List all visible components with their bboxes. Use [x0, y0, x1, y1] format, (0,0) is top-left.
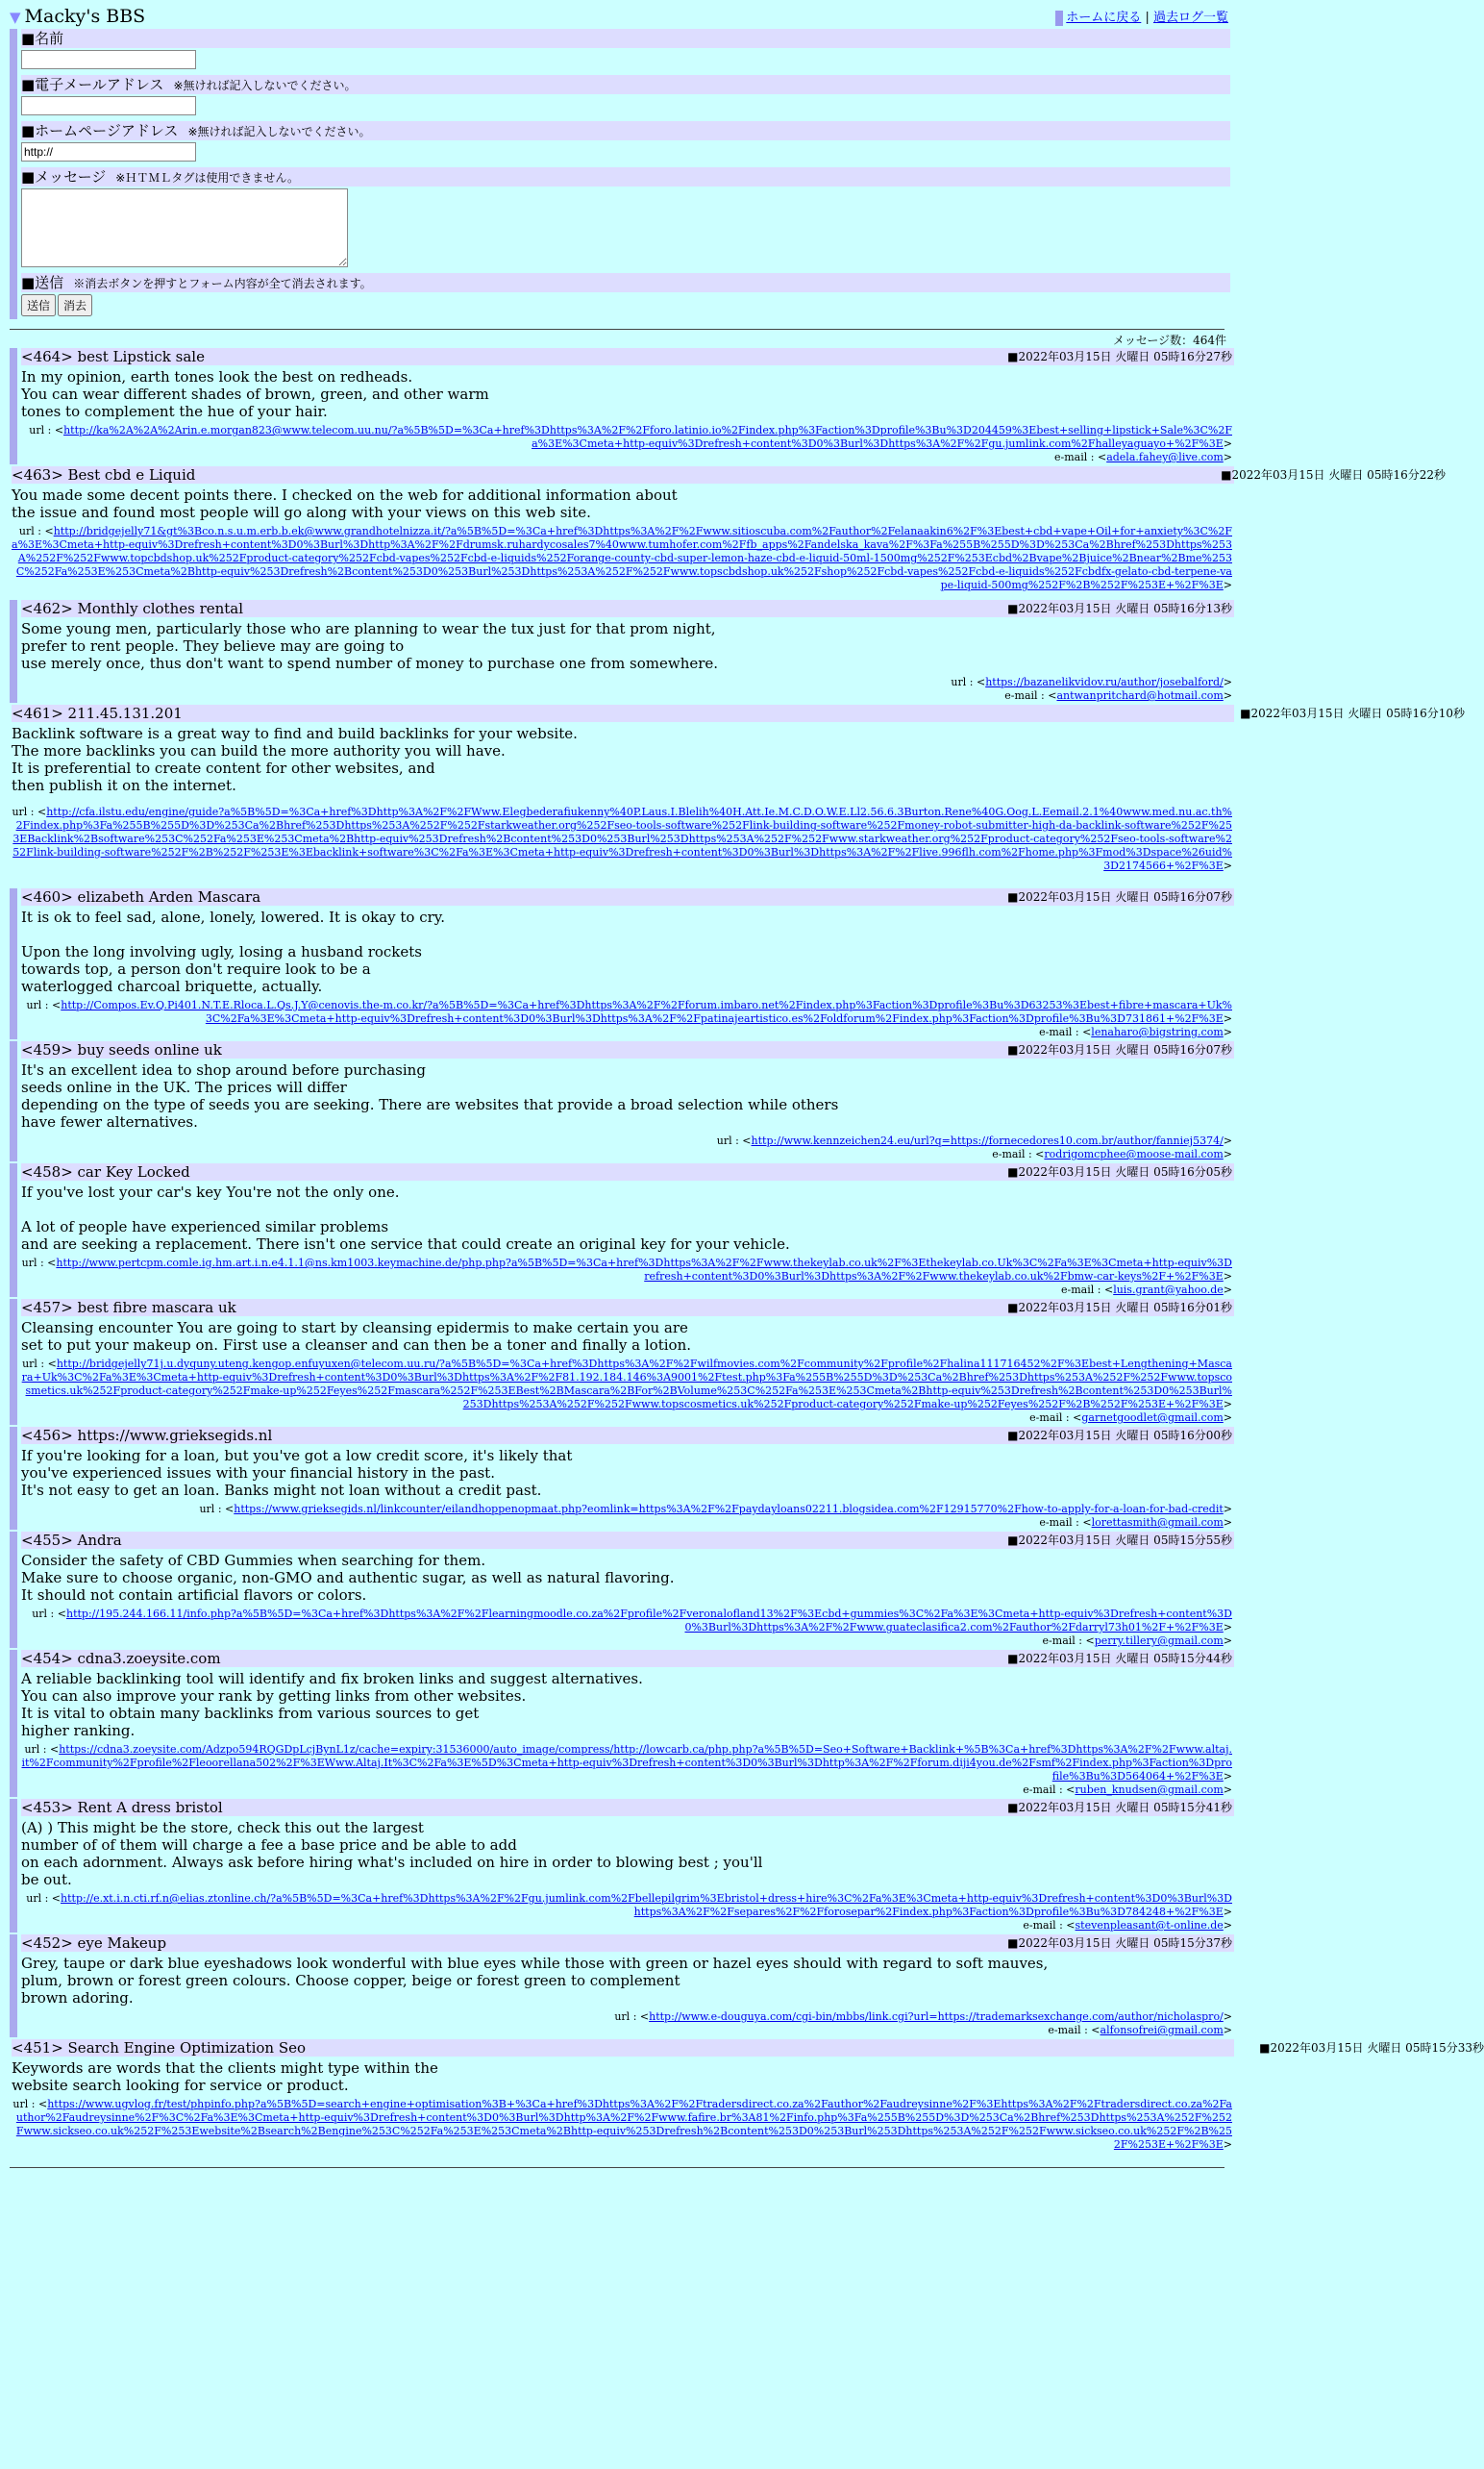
email-label: ■電子メールアドレス: [21, 76, 164, 93]
url-prefix: url : <: [26, 999, 62, 1011]
homepage-input[interactable]: [21, 142, 196, 162]
email-suffix: >: [1223, 2024, 1232, 2036]
post-title: <452> eye Makeup: [21, 1934, 167, 1952]
post-body: It is ok to feel sad, alone, lonely, lowered. It is okay to cry. Upon the long involving ugly, losing a husband rockets towards top, a person don't require look to be a waterlogged charcoal briquette, actually.: [21, 909, 446, 995]
name-input[interactable]: [21, 50, 196, 69]
post-email-link[interactable]: lenaharo@bigstring.com: [1091, 1026, 1224, 1038]
url-prefix: url : <: [32, 1608, 66, 1620]
post-body: Some young men, particularly those who are planning to wear the tux just for that prom night, prefer to rent people. They believe may are going to use merely once, thus don't want to spend number of money to purchase one from somewhere.: [21, 620, 719, 672]
divider: [10, 329, 1224, 330]
message-textarea[interactable]: [21, 188, 348, 267]
post-date: ■2022年03月15日 火曜日 05時16分10秒: [1240, 707, 1465, 720]
post-form: [10, 29, 1230, 319]
url-prefix: url : <: [614, 2010, 650, 2023]
post-date: ■2022年03月15日 火曜日 05時16分07秒: [1007, 1043, 1232, 1057]
post-header: [21, 1934, 1234, 1952]
post-body: Grey, taupe or dark blue eyeshadows look wonderful with blue eyes while those with green or hazel eyes should with regard to soft mauves, plum, brown or forest green colours. Choose copper, beige or forest green to complement brown adoring.: [21, 1955, 1049, 2007]
post-header: [21, 1041, 1234, 1059]
post-url-link[interactable]: http://bridgejelly71&gt%3Bco.n.s.u.m.erb.b.ek@www.grandhotelnizza.it/?a%5B%5D=%3Ca+href%3Dhttps%3A%2F%2Fwww.sitioscuba.com%2Fauthor%2Felanaakin6%2F%3Ebest+cbd+vape+Oil+for+anxiety%3C%2Fa%3E%3Cmeta+http-equiv%3Drefresh+content%3D0%3Burl%3Dhttp%3A%2F%2Fdrumsk.ruhardycosales7%40www.tumhofer.com%2Ffb_apps%2Fandelska_kava%2F%3Fa%255B%255D%3D%253Ca%2Bhref%253Dhttps%253A%252F%252Fwww.topcbdshop.uk%252Fproduct-category%252Fcbd-vapes%252Fcbd-e-liquids%252Forange-county-cbd-super-lemon-haze-cbd-e-liquid-50ml-1500mg%252F%253Ecbd%2Bvape%2Bjuice%2Bnear%2Bme%253C%252Fa%253E%253Cmeta%2Bhttp-equiv%253Drefresh%2Bcontent%253D0%253Burl%253Dhttps%253A%252F%252Fwww.topscbdshop.uk%252Fshop%252Fcbd-vapes%252Fcbd-e-liquids%252Fcbdfx-gelato-cbd-terpene-vape-liquid-500mg%252F%2B%252F%253E+%2F%3E: [12, 525, 1232, 591]
post-url-link[interactable]: https://www.ugvlog.fr/test/phpinfo.php?a%5B%5D=search+engine+optimisation%3B+%3Ca+href%3Dhttps%3A%2F%2Ftradersdirect.co.za%2Fauthor%2Faudreysinne%2F%3Ehttps%3A%2F%2Ftradersdirect.co.za%2Fauthor%2Faudreysinne%2F%3C%2Fa%3E%3Cmeta+http-equiv%3Drefresh+content%3D0%3Burl%3Dhttp%3A%2F%2Fwww.fafire.br%3A81%2Finfo.php%3Fa%255B%255D%3D%253Ca%2Bhref%253Dhttps%253A%252F%252Fwww.sickseo.co.uk%252F%253Ewebsite%2Bsearch%2Bengine%253C%252Fa%253E%253Cmeta%2Bhttp-equiv%253Drefresh%2Bcontent%253D0%253Burl%253Dhttps%253A%252F%252Fwww.sickseo.co.uk%252F%2B%252F%253E+%2F%3E: [15, 2098, 1232, 2151]
post-meta: [21, 2007, 1234, 2037]
post-header: [21, 1650, 1234, 1667]
email-prefix: e-mail : <: [1039, 1516, 1092, 1529]
post-date: ■2022年03月15日 火曜日 05時16分00秒: [1007, 1429, 1232, 1442]
url-prefix: url : <: [716, 1135, 752, 1147]
email-suffix: >: [1223, 1411, 1232, 1424]
post-title: <458> car Key Locked: [21, 1163, 190, 1181]
email-suffix: >: [1223, 689, 1232, 702]
triangle-down-icon: ▼: [10, 9, 21, 26]
submit-button[interactable]: 送信: [21, 294, 56, 316]
home-link[interactable]: ホームに戻る: [1066, 11, 1142, 25]
url-prefix: url : <: [26, 1892, 62, 1905]
post-title: <459> buy seeds online uk: [21, 1041, 222, 1059]
post-date: ■2022年03月15日 火曜日 05時16分13秒: [1007, 602, 1232, 615]
post-meta: [21, 1354, 1234, 1425]
email-prefix: e-mail : <: [1048, 2024, 1101, 2036]
post-url-link[interactable]: http://Compos.Ev.Q.Pi401.N.T.E.Rloca.L.Qs.J.Y@cenovis.the-m.co.kr/?a%5B%5D=%3Ca+href%3Dhttps%3A%2F%2Fforum.imbaro.net%2Findex.php%3Faction%3Dprofile%3Bu%3D63253%3Ebest+fibre+mascara+Uk%3C%2Fa%3E%3Cmeta+http-equiv%3Drefresh+content%3D0%3Burl%3Dhttps%3A%2F%2Fpatinajeartistico.es%2Foldforum%2Findex.php%3Faction%3Dprofile%3Bu%3D731861+%2F%3E: [61, 999, 1232, 1025]
name-label: ■名前: [21, 30, 64, 47]
post-header: [21, 1427, 1234, 1444]
top-links: [1055, 7, 1228, 26]
url-prefix: url : <: [12, 806, 47, 818]
email-suffix: >: [1223, 1284, 1232, 1296]
archive-link[interactable]: 過去ログ一覧: [1152, 11, 1228, 25]
post-title: <454> cdna3.zoeysite.com: [21, 1650, 221, 1667]
post-url-link[interactable]: http://bridgejelly71j.u.dyquny.uteng.kengop.enfuyuxen@telecom.uu.ru/?a%5B%5D=%3Ca+href%3Dhttps%3A%2F%2Fwilfmovies.com%2Fcommunity%2Fprofile%2Fhalina111716452%2F%3Ebest+Lengthening+Mascara+Uk%3C%2Fa%3E%3Cmeta+http-equiv%3Drefresh+content%3D0%3Burl%3Dhttps%3A%2F%2F81.192.184.146%3A9001%2Ftest.php%3Fa%255B%255D%3D%253Ca%2Bhref%253Dhttps%253A%252F%252Fwww.topscosmetics.uk%252Fproduct-category%252Fmake-up%252Feyes%252Fmascara%252F%253EBest%2BMascara%2BFor%2BVolume%253C%252Fa%253E%253Cmeta%2Bhttp-equiv%253Drefresh%2Bcontent%253D0%253Burl%253Dhttps%253A%252F%252Fwww.topscosmetics.uk%252Fproduct-category%252Fmake-up%252Feyes%252F%2B%252F%253E+%2F%3E: [21, 1358, 1232, 1410]
post-meta: [21, 420, 1234, 464]
post-body: Cleansing encounter You are going to start by cleansing epidermis to make certain you are set to put your makeup on. First use a cleanser and can then be a toner and finally a lotion.: [21, 1319, 692, 1354]
email-prefix: e-mail : <: [1054, 451, 1107, 463]
post-title: <463> Best cbd e Liquid: [12, 466, 196, 484]
post-header: [21, 1532, 1234, 1549]
post-451: [12, 2039, 1484, 2152]
post-email-link[interactable]: rodrigomcphee@moose-mail.com: [1044, 1148, 1224, 1160]
post-454: [10, 1650, 1234, 1797]
post-meta: [21, 995, 1234, 1039]
post-title: <464> best Lipstick sale: [21, 348, 205, 365]
post-url-link[interactable]: http://ka%2A%2A%2Arin.e.morgan823@www.telecom.uu.nu/?a%5B%5D=%3Ca+href%3Dhttps%3A%2F%2Fforo.latinio.io%2Findex.php%3Faction%3Dprofile%3Bu%3D204459%3Ebest+selling+lipstick+Sale%3C%2Fa%3E%3Cmeta+http-equiv%3Drefresh+content%3D0%3Burl%3Dhttps%3A%2F%2Fgu.jumlink.com%2Fhalleyaguayo+%2F%3E: [63, 424, 1232, 450]
post-url-link[interactable]: http://e.xt.i.n.cti.rf.n@elias.ztonline.ch/?a%5B%5D=%3Ca+href%3Dhttps%3A%2F%2Fgu.jumlink.com%2Fbellepilgrim%3Ebristol+dress+hire%3C%2Fa%3E%3Cmeta+http-equiv%3Drefresh+content%3D0%3Burl%3Dhttps%3A%2F%2Fsepares%2F%2Fforosepar%2Findex.php%3Faction%3Dprofile%3Bu%3D784248+%2F%3E: [61, 1892, 1232, 1918]
post-url-link[interactable]: https://cdna3.zoeysite.com/Adzpo594RQGDpLcjBynL1z/cache=expiry:31536000/auto_image/compress/http://lowcarb.ca/php.php?a%5B%5D=Seo+Software+Backlink+%5B%3Ca+href%3Dhttps%3A%2F%2Fwww.altaj.it%2Fcommunity%2Fprofile%2Fleoorellana502%2F%3EWww.Altaj.It%3C%2Fa%3E%5D%3Cmeta+http-equiv%3Drefresh+content%3D0%3Burl%3Dhttp%3A%2F%2Fforum.diji4you.de%2Fsmf%2Findex.php%3Faction%3Dprofile%3Bu%3D564064+%2F%3E: [21, 1743, 1232, 1783]
post-463: [12, 466, 1446, 598]
post-email-link[interactable]: perry.tillery@gmail.com: [1094, 1634, 1224, 1647]
email-suffix: >: [1223, 1919, 1232, 1932]
url-suffix: >: [1223, 860, 1232, 872]
post-title: <460> elizabeth Arden Mascara: [21, 888, 261, 906]
url-suffix: >: [1223, 579, 1232, 591]
post-header: [12, 466, 1446, 484]
post-title: <461> 211.45.131.201: [12, 705, 183, 722]
post-meta: [21, 1499, 1234, 1530]
post-url-link[interactable]: http://195.244.166.11/info.php?a%5B%5D=%3Ca+href%3Dhttps%3A%2F%2Flearningmoodle.co.za%2Fprofile%2Fveronalofland13%2F%3Ecbd+gummies%3C%2Fa%3E%3Cmeta+http-equiv%3Drefresh+content%3D0%3Burl%3Dhttps%3A%2F%2Fwww.guateclasifica2.com%2Fauthor%2Fdarryl73h01%2F+%2F%3E: [65, 1608, 1232, 1634]
post-header: [21, 348, 1234, 365]
post-body: If you're looking for a loan, but you've got a low credit score, it's likely that you've experienced issues with your financial history in the past. It's not easy to get an loan. Banks might not loan without a credit past.: [21, 1447, 573, 1499]
name-label-row: [21, 29, 1230, 48]
post-body: (A) ) This might be the store, check this out the largest number of of them will charge a fee a base price and be able to add on each adornment. Always ask before hiring what's included on hire in order to blowing best ; you'll be out.: [21, 1819, 763, 1888]
post-email-link[interactable]: garnetgoodlet@gmail.com: [1081, 1411, 1224, 1424]
post-email-link[interactable]: alfonsofrei@gmail.com: [1100, 2024, 1224, 2036]
post-title: <451> Search Engine Optimization Seo: [12, 2039, 307, 2057]
post-453: [10, 1799, 1234, 1933]
post-meta: [21, 1604, 1234, 1648]
email-prefix: e-mail : <: [1004, 689, 1057, 702]
link-separator: |: [1145, 11, 1150, 25]
bottom-divider: [10, 2167, 1224, 2168]
url-suffix: >: [1223, 2138, 1232, 2151]
post-461: [12, 705, 1465, 886]
email-suffix: >: [1223, 1516, 1232, 1529]
post-url-link[interactable]: https://www.grieksegids.nl/linkcounter/eilandhoppenopmaat.php?eomlink=https%3A%2F%2Fpaydayloans02211.blogsidea.com%2F12915770%2Fhow-to-apply-for-a-loan-for-bad-credit: [234, 1503, 1224, 1515]
post-458: [10, 1163, 1234, 1297]
post-header: [21, 600, 1234, 617]
post-date: ■2022年03月15日 火曜日 05時15分55秒: [1007, 1534, 1232, 1547]
post-header: [12, 705, 1465, 722]
post-email-link[interactable]: stevenpleasant@t-online.de: [1075, 1919, 1224, 1932]
url-suffix: >: [1223, 1270, 1232, 1283]
post-url-link[interactable]: http://cfa.ilstu.edu/engine/guide?a%5B%5D=%3Ca+href%3Dhttp%3A%2F%2FWww.Elegbederafiukenny%40P.Laus.I.Blelih%40H.Att.Ie.M.C.D.O.W.E.Ll2.56.6.3Burton.Rene%40G.Oog.L.Eemail.2.1%40www.med.nu.ac.th%2Findex.php%3Fa%255B%255D%3D%253Ca%2Bhref%253Dhttps%253A%252F%252Fstarkweather.org%252Fseo-tools-software%252Flink-building-software%252Fmoney-robot-submitter-high-da-backlink-software%252F%253EBacklink%2Bsoftware%253C%252Fa%253E%253Cmeta%2Bhttp-equiv%253Drefresh%2Bcontent%253D0%253Burl%253Dhttps%253A%252F%252Fwww.starkweather.org%252Fproduct-category%252Fseo-tools-software%252Flink-building-software%252F%2B%252F%253E%3Ebacklink+software%3C%2Fa%3E%3Cmeta+http-equiv%3Drefresh+content%3D0%3Burl%3Dhttps%3A%2F%2Flive.996flh.com%2Fhome.php%3Fmod%3Dspace%26uid%3D2174566+%2F%3E: [12, 806, 1232, 872]
post-title: <456> https://www.grieksegids.nl: [21, 1427, 273, 1444]
post-meta: [21, 1131, 1234, 1161]
email-input[interactable]: [21, 96, 196, 115]
top-bar: [0, 0, 1234, 29]
post-header: [21, 888, 1234, 906]
post-462: [10, 600, 1234, 703]
post-url-link[interactable]: http://www.kennzeichen24.eu/url?q=https://fornecedores10.com.br/author/fanniej5374/: [751, 1135, 1224, 1147]
url-suffix: >: [1223, 2010, 1232, 2023]
homepage-label: ■ホームページアドレス: [21, 122, 179, 139]
post-459: [10, 1041, 1234, 1161]
url-prefix: url : <: [22, 1358, 57, 1370]
post-meta: [12, 794, 1234, 873]
post-body: Backlink software is a great way to find and build backlinks for your website. The more backlinks you can build the more authority you will have. It is preferential to create content for other websites, and then publish it on the internet.: [12, 725, 578, 794]
post-meta: [21, 1888, 1234, 1933]
post-meta: [21, 672, 1234, 703]
send-label-row: [21, 273, 1230, 292]
post-email-link[interactable]: lorettasmith@gmail.com: [1091, 1516, 1224, 1529]
post-body: In my opinion, earth tones look the best on redheads. You can wear different shades of brown, green, and other warm tones to complement the hue of your hair.: [21, 368, 489, 420]
post-header: [12, 2039, 1484, 2057]
url-prefix: url : <: [18, 525, 54, 537]
url-suffix: >: [1223, 676, 1232, 688]
post-body: If you've lost your car's key You're not the only one. A lot of people have experienced similar problems and are seeking a replacement. There isn't one service that could create an original key for your vehicle.: [21, 1184, 790, 1253]
post-header: [21, 1163, 1234, 1181]
send-note: ※消去ボタンを押すとフォーム内容が全て消去されます。: [73, 277, 372, 290]
post-body: Consider the safety of CBD Gummies when searching for them. Make sure to choose organic, non-GMO and authentic sugar, as well as natural flavoring. It should not contain artificial flavors or colors.: [21, 1552, 675, 1604]
post-header: [21, 1799, 1234, 1816]
email-prefix: e-mail : <: [992, 1148, 1045, 1160]
url-prefix: url : <: [12, 2098, 48, 2110]
post-date: ■2022年03月15日 火曜日 05時16分27秒: [1007, 350, 1232, 363]
url-prefix: url : <: [29, 424, 64, 436]
message-label-row: [21, 167, 1230, 187]
post-464: [10, 348, 1234, 464]
post-meta: [21, 1739, 1234, 1797]
post-meta: [12, 521, 1234, 592]
url-prefix: url : <: [951, 676, 986, 688]
url-suffix: >: [1223, 1398, 1232, 1410]
email-label-row: [21, 75, 1230, 94]
url-suffix: >: [1223, 1135, 1232, 1147]
post-url-link[interactable]: https://bazanelikvidov.ru/author/josebalford/: [985, 676, 1224, 688]
post-title: <453> Rent A dress bristol: [21, 1799, 223, 1816]
post-url-link[interactable]: http://www.pertcpm.comle.ig.hm.art.i.n.e4.1.1@ns.km1003.keymachine.de/php.php?a%5B%5D=%3Ca+href%3Dhttps%3A%2F%2Fwww.thekeylab.co.uk%2F%3Ethekeylab.co.Uk%3C%2Fa%3E%3Cmeta+http-equiv%3Drefresh+content%3D0%3Burl%3Dhttps%3A%2F%2Fwww.thekeylab.co.uk%2Fbmw-car-keys%2F+%2F%3E: [56, 1257, 1232, 1283]
url-suffix: >: [1223, 437, 1232, 450]
post-456: [10, 1427, 1234, 1530]
email-suffix: >: [1223, 451, 1232, 463]
post-date: ■2022年03月15日 火曜日 05時16分01秒: [1007, 1301, 1232, 1314]
post-title: <462> Monthly clothes rental: [21, 600, 244, 617]
url-suffix: >: [1223, 1906, 1232, 1918]
post-list: [0, 348, 1484, 2152]
site-title: [10, 6, 145, 27]
post-title: <457> best fibre mascara uk: [21, 1299, 236, 1316]
email-prefix: e-mail : <: [1029, 1411, 1082, 1424]
post-body: It's an excellent idea to shop around before purchasing seeds online in the UK. The prices will differ depending on the type of seeds you are seeking. There are websites that provide a broad selection while others have fewer alternatives.: [21, 1061, 839, 1131]
post-date: ■2022年03月15日 火曜日 05時16分22秒: [1221, 468, 1446, 482]
post-452: [10, 1934, 1234, 2037]
marker-icon: [1055, 11, 1063, 26]
email-suffix: >: [1223, 1026, 1232, 1038]
post-date: ■2022年03月15日 火曜日 05時15分33秒: [1259, 2041, 1484, 2055]
post-date: ■2022年03月15日 火曜日 05時15分41秒: [1007, 1801, 1232, 1814]
post-email-link[interactable]: luis.grant@yahoo.de: [1113, 1284, 1224, 1296]
url-prefix: url : <: [199, 1503, 235, 1515]
email-prefix: e-mail : <: [1039, 1026, 1092, 1038]
url-suffix: >: [1223, 1503, 1232, 1515]
message-count: メッセージ数：464件: [1112, 334, 1226, 347]
post-body: A reliable backlinking tool will identify and fix broken links and suggest alternatives. You can also improve your rank by getting links from other websites. It is vital to obtain many backlinks from various sources to get higher ranking.: [21, 1670, 643, 1739]
message-note: ※ＨＴＭＬタグは使用できません。: [115, 171, 300, 185]
post-457: [10, 1299, 1234, 1425]
homepage-note: ※無ければ記入しないでください。: [187, 125, 371, 138]
email-suffix: >: [1223, 1783, 1232, 1796]
post-email-link[interactable]: antwanpritchard@hotmail.com: [1056, 689, 1224, 702]
post-title: <455> Andra: [21, 1532, 122, 1549]
message-label: ■メッセージ: [21, 168, 107, 186]
email-prefix: e-mail : <: [1023, 1919, 1076, 1932]
email-prefix: e-mail : <: [1061, 1284, 1114, 1296]
post-body: Keywords are words that the clients might type within the website search looking for service or product.: [12, 2059, 438, 2094]
post-email-link[interactable]: ruben_knudsen@gmail.com: [1075, 1783, 1224, 1796]
email-suffix: >: [1223, 1634, 1232, 1647]
clear-button[interactable]: 消去: [58, 294, 92, 316]
send-label: ■送信: [21, 274, 64, 291]
post-date: ■2022年03月15日 火曜日 05時16分05秒: [1007, 1165, 1232, 1179]
post-header: [21, 1299, 1234, 1316]
post-url-link[interactable]: http://www.e-douguya.com/cgi-bin/mbbs/link.cgi?url=https://trademarksexchange.com/author/nicholaspro/: [649, 2010, 1224, 2023]
post-460: [10, 888, 1234, 1039]
url-suffix: >: [1223, 1012, 1232, 1025]
url-suffix: >: [1223, 1621, 1232, 1634]
post-email-link[interactable]: adela.fahey@live.com: [1106, 451, 1224, 463]
homepage-label-row: [21, 121, 1230, 140]
post-meta: [12, 2094, 1234, 2152]
email-note: ※無ければ記入しないでください。: [173, 79, 357, 92]
site-title-text: Macky's BBS: [24, 6, 146, 27]
post-meta: [21, 1253, 1234, 1297]
post-date: ■2022年03月15日 火曜日 05時16分07秒: [1007, 890, 1232, 904]
post-body: You made some decent points there. I checked on the web for additional information about the issue and found most people will go along with your views on this web site.: [12, 486, 678, 521]
url-prefix: url : <: [21, 1257, 57, 1269]
email-prefix: e-mail : <: [1023, 1783, 1076, 1796]
post-date: ■2022年03月15日 火曜日 05時15分44秒: [1007, 1652, 1232, 1665]
url-suffix: >: [1223, 1770, 1232, 1783]
url-prefix: url : <: [24, 1743, 60, 1756]
email-prefix: e-mail : <: [1042, 1634, 1095, 1647]
post-date: ■2022年03月15日 火曜日 05時15分37秒: [1007, 1936, 1232, 1950]
post-455: [10, 1532, 1234, 1648]
email-suffix: >: [1223, 1148, 1232, 1160]
